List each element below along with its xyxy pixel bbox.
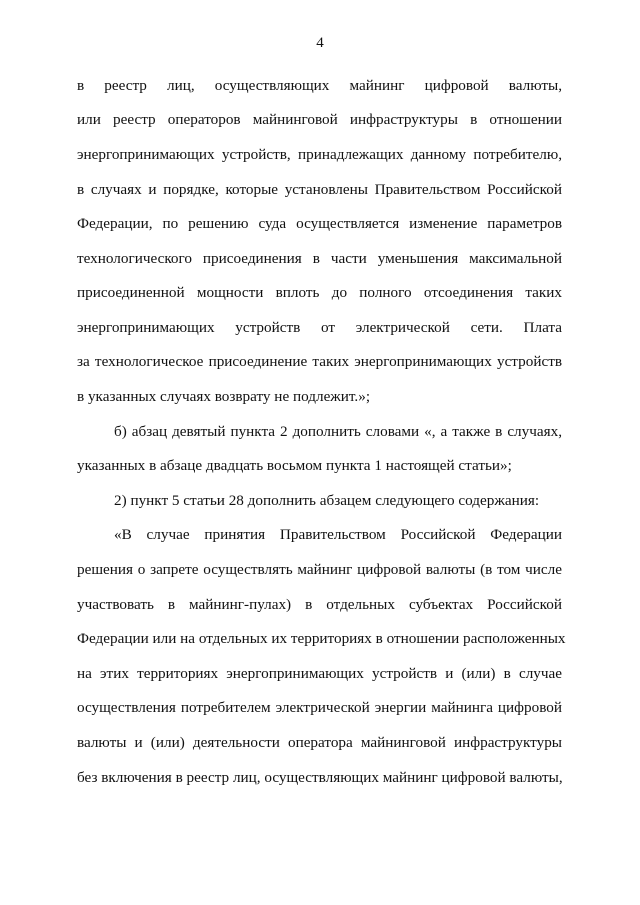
text-line-2: или реестр операторов майнинговой инфраструктуры в отношении <box>77 111 562 128</box>
text-line-20: валюты и (или) деятельности оператора майнинговой инфраструктуры <box>77 734 562 751</box>
text-line-16: участвовать в майнинг-пулах) в отдельных субъектах Российской <box>77 596 562 613</box>
text-line-7: присоединенной мощности вплоть до полного отсоединения таких <box>77 284 562 301</box>
text-line-21: без включения в реестр лиц, осуществляющих майнинг цифровой валюты, <box>77 769 563 786</box>
text-line-10: в указанных случаях возврату не подлежит.»; <box>77 388 371 405</box>
text-line-9: за технологическое присоединение таких энергопринимающих устройств <box>77 353 562 370</box>
text-line-14: «В случае принятия Правительством Российской Федерации <box>114 526 562 543</box>
text-line-6: технологического присоединения в части уменьшения максимальной <box>77 250 562 267</box>
text-line-18: на этих территориях энергопринимающих устройств и (или) в случае <box>77 665 562 682</box>
text-line-5: Федерации, по решению суда осуществляется изменение параметров <box>77 215 562 232</box>
text-line-11: б) абзац девятый пункта 2 дополнить словами «, а также в случаях, <box>114 423 562 440</box>
text-line-8: энергопринимающих устройств от электрической сети. Плата <box>77 319 562 336</box>
text-line-3: энергопринимающих устройств, принадлежащих данному потребителю, <box>77 146 562 163</box>
text-line-17: Федерации или на отдельных их территориях в отношении расположенных <box>77 630 566 647</box>
text-line-19: осуществления потребителем электрической энергии майнинга цифровой <box>77 699 562 716</box>
page-number: 4 <box>316 35 324 51</box>
text-line-4: в случаях и порядке, которые установлены Правительством Российской <box>77 181 562 198</box>
text-line-15: решения о запрете осуществлять майнинг цифровой валюты (в том числе <box>77 561 562 578</box>
text-line-1: в реестр лиц, осуществляющих майнинг цифровой валюты, <box>77 77 562 94</box>
text-line-13: 2) пункт 5 статьи 28 дополнить абзацем следующего содержания: <box>114 492 540 509</box>
text-line-12: указанных в абзаце двадцать восьмом пункта 1 настоящей статьи»; <box>77 457 512 474</box>
